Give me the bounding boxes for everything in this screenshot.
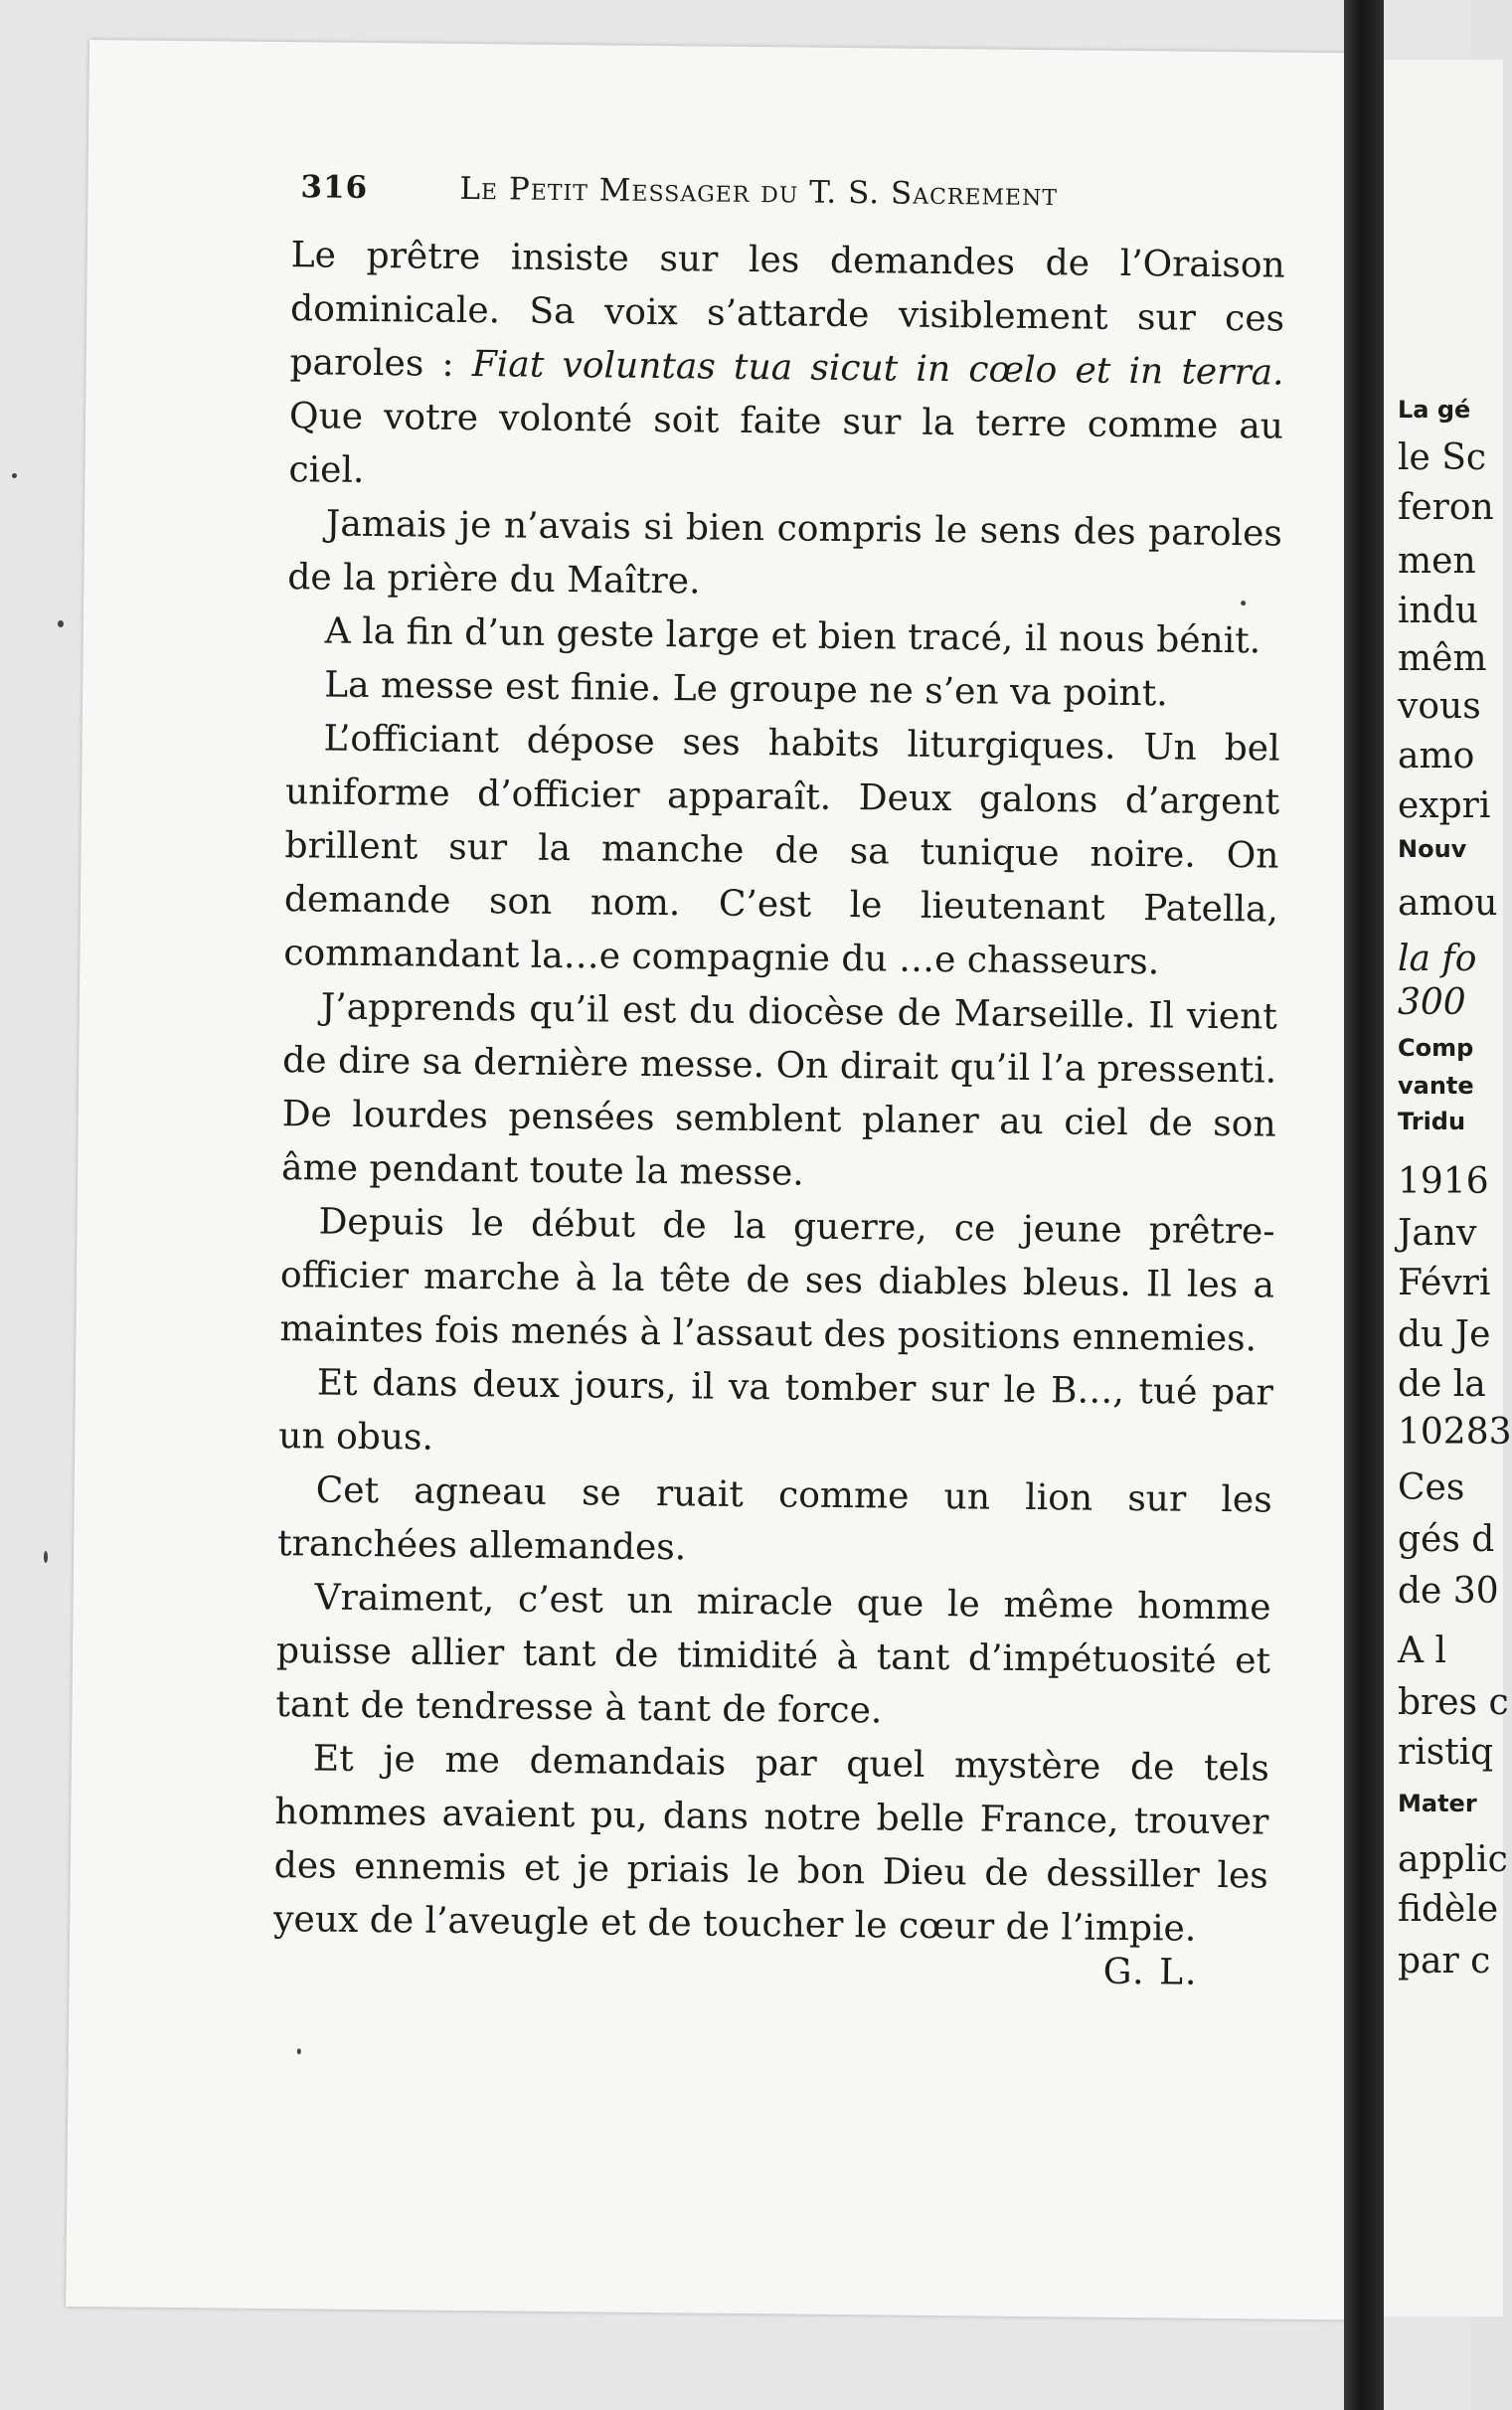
facing-page-line: La gé [1398, 396, 1471, 424]
paragraph: Cet agneau se ruait comme un lion sur les tranchées allemandes. [276, 1469, 1272, 1569]
paragraph: Et dans deux jours, il va tomber sur le B…, tué par un obus. [278, 1362, 1274, 1459]
body-text [273, 229, 1285, 1957]
facing-page-line: Ces [1398, 1467, 1465, 1508]
facing-page-line: Nouv [1398, 835, 1467, 863]
print-speck [297, 2048, 301, 2054]
facing-page-line: bres c [1398, 1682, 1509, 1723]
facing-page-line: la fo [1398, 939, 1477, 979]
paragraph-text: Le prêtre insiste sur les demandes de l’Oraison dominicale. Sa voix s’attarde visiblement sur ces paroles : [289, 235, 1285, 386]
paragraph: Depuis le début de la guerre, ce jeune prêtre-officier marche à la tête de ses diables bleus. Il les a maintes fois menés à l’assaut des positions ennemies. [279, 1201, 1275, 1360]
facing-page-line: mêm [1398, 638, 1487, 679]
facing-page-line: vante [1398, 1072, 1474, 1100]
latin-quotation: Fiat voluntas tua sicut in cœlo et in terra. [471, 344, 1284, 394]
paragraph: A la fin d’un geste large et bien tracé, il nous bénit. [324, 610, 1261, 662]
paragraph-text: Que votre volonté soit faite sur la terre comme au ciel. [288, 396, 1284, 491]
book-page [66, 40, 1372, 2320]
facing-page-line: par c [1398, 1941, 1491, 1981]
facing-page-line: expri [1398, 785, 1491, 826]
facing-page-line: vous [1398, 686, 1481, 727]
page-number: 316 [300, 169, 369, 206]
facing-page-line: 10283 [1398, 1412, 1512, 1453]
paragraph: L’officiant dépose ses habits liturgiques. Un bel uniforme d’officier apparaît. Deux galons d’argent brillent sur la manche de sa tunique noire. On demande son nom. C’est le lieutenant Patella, commandant la…e compagnie du …e chasseurs. [283, 718, 1280, 983]
facing-page-line: le Sc [1398, 437, 1487, 478]
facing-page-line: 1916 [1398, 1161, 1489, 1202]
facing-page-line: fidèle [1398, 1889, 1499, 1930]
running-head [300, 169, 1295, 214]
paragraph: Jamais je n’avais si bien compris le sens des paroles de la prière du Maître. [287, 503, 1283, 602]
facing-page-line: indu [1398, 591, 1478, 631]
facing-page-edge [1384, 60, 1512, 2317]
paragraph: J’apprends qu’il est du diocèse de Marseille. Il vient de dire sa dernière messe. On dirait qu’il l’a pressenti. De lourdes pensées semblent planer au ciel de son âme pendant toute la messe. [280, 986, 1277, 1194]
book-gutter [1344, 0, 1384, 2410]
facing-page-line: men [1398, 541, 1476, 582]
print-speck [1241, 601, 1246, 605]
facing-page-line: applic [1398, 1839, 1508, 1880]
running-title: Le Petit Messager du T. S. Sacrement [459, 170, 1059, 214]
paragraph: La messe est finie. Le groupe ne s’en va point. [324, 664, 1168, 715]
facing-page-line: gés d [1398, 1519, 1495, 1560]
paragraph: Vraiment, c’est un miracle que le même homme puisse allier tant de timidité à tant d’impétuosité et tant de tendresse à tant de force. [275, 1577, 1271, 1732]
facing-page-line: feron [1398, 487, 1494, 528]
facing-page-line: Tridu [1398, 1108, 1466, 1135]
paragraph: Et je me demandais par quel mystère de tels hommes avaient pu, dans notre belle France, trouver des ennemis et je priais le bon Dieu de dessiller les yeux de l’aveugle et de toucher le cœur de l’impie. [272, 1738, 1270, 1950]
facing-page-line: Janv [1398, 1213, 1477, 1254]
facing-page-line: A l [1398, 1631, 1446, 1671]
paragraph [288, 229, 1285, 507]
facing-page-line: Comp [1398, 1034, 1474, 1062]
facing-page-line: amou [1398, 883, 1498, 924]
facing-page-line: de la [1398, 1364, 1486, 1405]
facing-page-line: de 30 [1398, 1571, 1499, 1612]
facing-page-line: Mater [1398, 1790, 1477, 1817]
facing-page-line: du Je [1398, 1314, 1491, 1355]
facing-page-line: amo [1398, 736, 1475, 776]
facing-page-line: 300 [1398, 982, 1466, 1023]
scan-speck [44, 1551, 48, 1563]
scan-speck [58, 620, 64, 627]
facing-page-line: ristiq [1398, 1732, 1494, 1773]
facing-page-line: Févri [1398, 1263, 1491, 1303]
author-signature: G. L. [1102, 1951, 1199, 1993]
scan-speck [12, 473, 17, 478]
